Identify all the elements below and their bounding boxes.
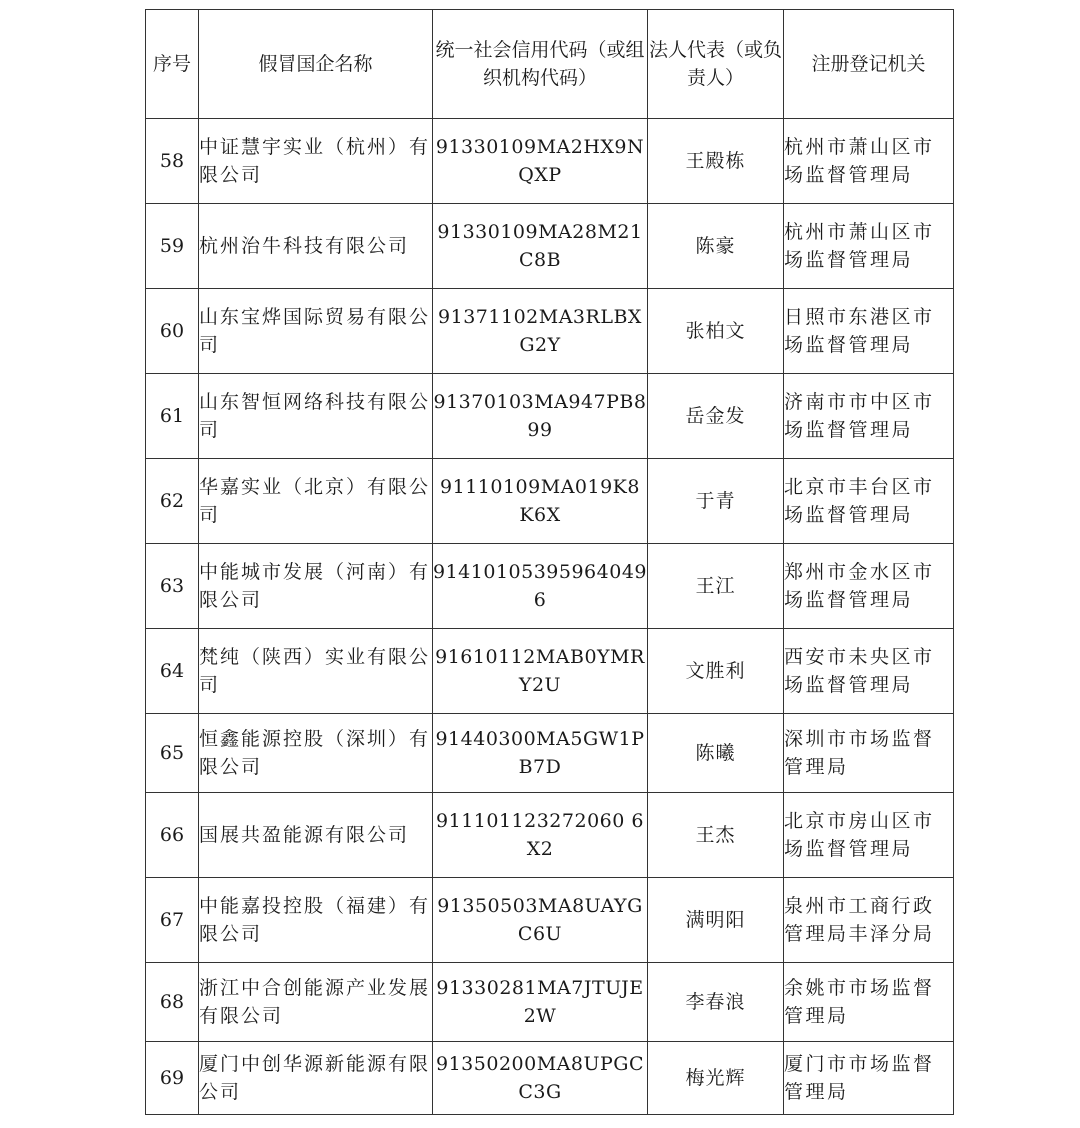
serial-number: 59 xyxy=(146,204,199,289)
company-name: 杭州治牛科技有限公司 xyxy=(199,204,433,289)
header-row xyxy=(146,10,954,119)
company-name: 山东智恒网络科技有限公司 xyxy=(199,374,433,459)
credit-code: 91370103MA947PB899 xyxy=(433,374,648,459)
serial-number: 66 xyxy=(146,793,199,878)
table-row xyxy=(146,629,954,714)
credit-code: 91110109MA019K8K6X xyxy=(433,459,648,544)
company-name: 厦门中创华源新能源有限公司 xyxy=(199,1042,433,1115)
table-row xyxy=(146,878,954,963)
legal-rep: 李春浪 xyxy=(648,963,784,1042)
legal-rep: 满明阳 xyxy=(648,878,784,963)
company-name: 国展共盈能源有限公司 xyxy=(199,793,433,878)
table-row xyxy=(146,793,954,878)
serial-number: 63 xyxy=(146,544,199,629)
registration-authority: 济南市市中区市场监督管理局 xyxy=(784,374,954,459)
registration-authority: 余姚市市场监督管理局 xyxy=(784,963,954,1042)
credit-code: 91350503MA8UAYGC6U xyxy=(433,878,648,963)
legal-rep: 梅光辉 xyxy=(648,1042,784,1115)
table-row xyxy=(146,714,954,793)
serial-number: 64 xyxy=(146,629,199,714)
table-row xyxy=(146,119,954,204)
legal-rep: 岳金发 xyxy=(648,374,784,459)
serial-number: 67 xyxy=(146,878,199,963)
company-name: 浙江中合创能源产业发展有限公司 xyxy=(199,963,433,1042)
credit-code: 91330281MA7JTUJE2W xyxy=(433,963,648,1042)
legal-rep: 王杰 xyxy=(648,793,784,878)
credit-code: 914101053959640496 xyxy=(433,544,648,629)
legal-rep: 于青 xyxy=(648,459,784,544)
registration-authority: 西安市未央区市场监督管理局 xyxy=(784,629,954,714)
credit-code: 91330109MA28M21C8B xyxy=(433,204,648,289)
registration-authority: 郑州市金水区市场监督管理局 xyxy=(784,544,954,629)
credit-code: 91330109MA2HX9NQXP xyxy=(433,119,648,204)
table-row xyxy=(146,963,954,1042)
credit-code: 91350200MA8UPGCC3G xyxy=(433,1042,648,1115)
legal-rep: 王江 xyxy=(648,544,784,629)
company-name: 恒鑫能源控股（深圳）有限公司 xyxy=(199,714,433,793)
company-name: 中证慧宇实业（杭州）有限公司 xyxy=(199,119,433,204)
table-row xyxy=(146,374,954,459)
table-row xyxy=(146,289,954,374)
company-name: 梵纯（陕西）实业有限公司 xyxy=(199,629,433,714)
serial-number: 65 xyxy=(146,714,199,793)
legal-rep: 王殿栋 xyxy=(648,119,784,204)
serial-number: 68 xyxy=(146,963,199,1042)
legal-rep: 陈曦 xyxy=(648,714,784,793)
legal-rep: 张柏文 xyxy=(648,289,784,374)
header-company-name: 假冒国企名称 xyxy=(199,10,433,119)
legal-rep: 文胜利 xyxy=(648,629,784,714)
company-name: 华嘉实业（北京）有限公司 xyxy=(199,459,433,544)
serial-number: 58 xyxy=(146,119,199,204)
table-row xyxy=(146,544,954,629)
serial-number: 61 xyxy=(146,374,199,459)
registration-authority: 杭州市萧山区市场监督管理局 xyxy=(784,119,954,204)
serial-number: 60 xyxy=(146,289,199,374)
header-credit-code: 统一社会信用代码（或组织机构代码） xyxy=(433,10,648,119)
registration-authority: 北京市丰台区市场监督管理局 xyxy=(784,459,954,544)
registration-authority: 北京市房山区市场监督管理局 xyxy=(784,793,954,878)
legal-rep: 陈豪 xyxy=(648,204,784,289)
registration-authority: 厦门市市场监督管理局 xyxy=(784,1042,954,1115)
header-registration-authority: 注册登记机关 xyxy=(784,10,954,119)
serial-number: 69 xyxy=(146,1042,199,1115)
header-serial-number: 序号 xyxy=(146,10,199,119)
serial-number: 62 xyxy=(146,459,199,544)
company-name: 中能嘉投控股（福建）有限公司 xyxy=(199,878,433,963)
header-legal-rep: 法人代表（或负责人） xyxy=(648,10,784,119)
registration-authority: 泉州市工商行政管理局丰泽分局 xyxy=(784,878,954,963)
credit-code: 911101123272060 6X2 xyxy=(433,793,648,878)
company-name: 中能城市发展（河南）有限公司 xyxy=(199,544,433,629)
credit-code: 91440300MA5GW1PB7D xyxy=(433,714,648,793)
registration-authority: 杭州市萧山区市场监督管理局 xyxy=(784,204,954,289)
company-name: 山东宝烨国际贸易有限公司 xyxy=(199,289,433,374)
registration-authority: 日照市东港区市场监督管理局 xyxy=(784,289,954,374)
counterfeit-soe-table xyxy=(145,9,954,1115)
registration-authority: 深圳市市场监督管理局 xyxy=(784,714,954,793)
credit-code: 91610112MAB0YMRY2U xyxy=(433,629,648,714)
table-row xyxy=(146,1042,954,1115)
credit-code: 91371102MA3RLBXG2Y xyxy=(433,289,648,374)
table-row xyxy=(146,204,954,289)
table-row xyxy=(146,459,954,544)
